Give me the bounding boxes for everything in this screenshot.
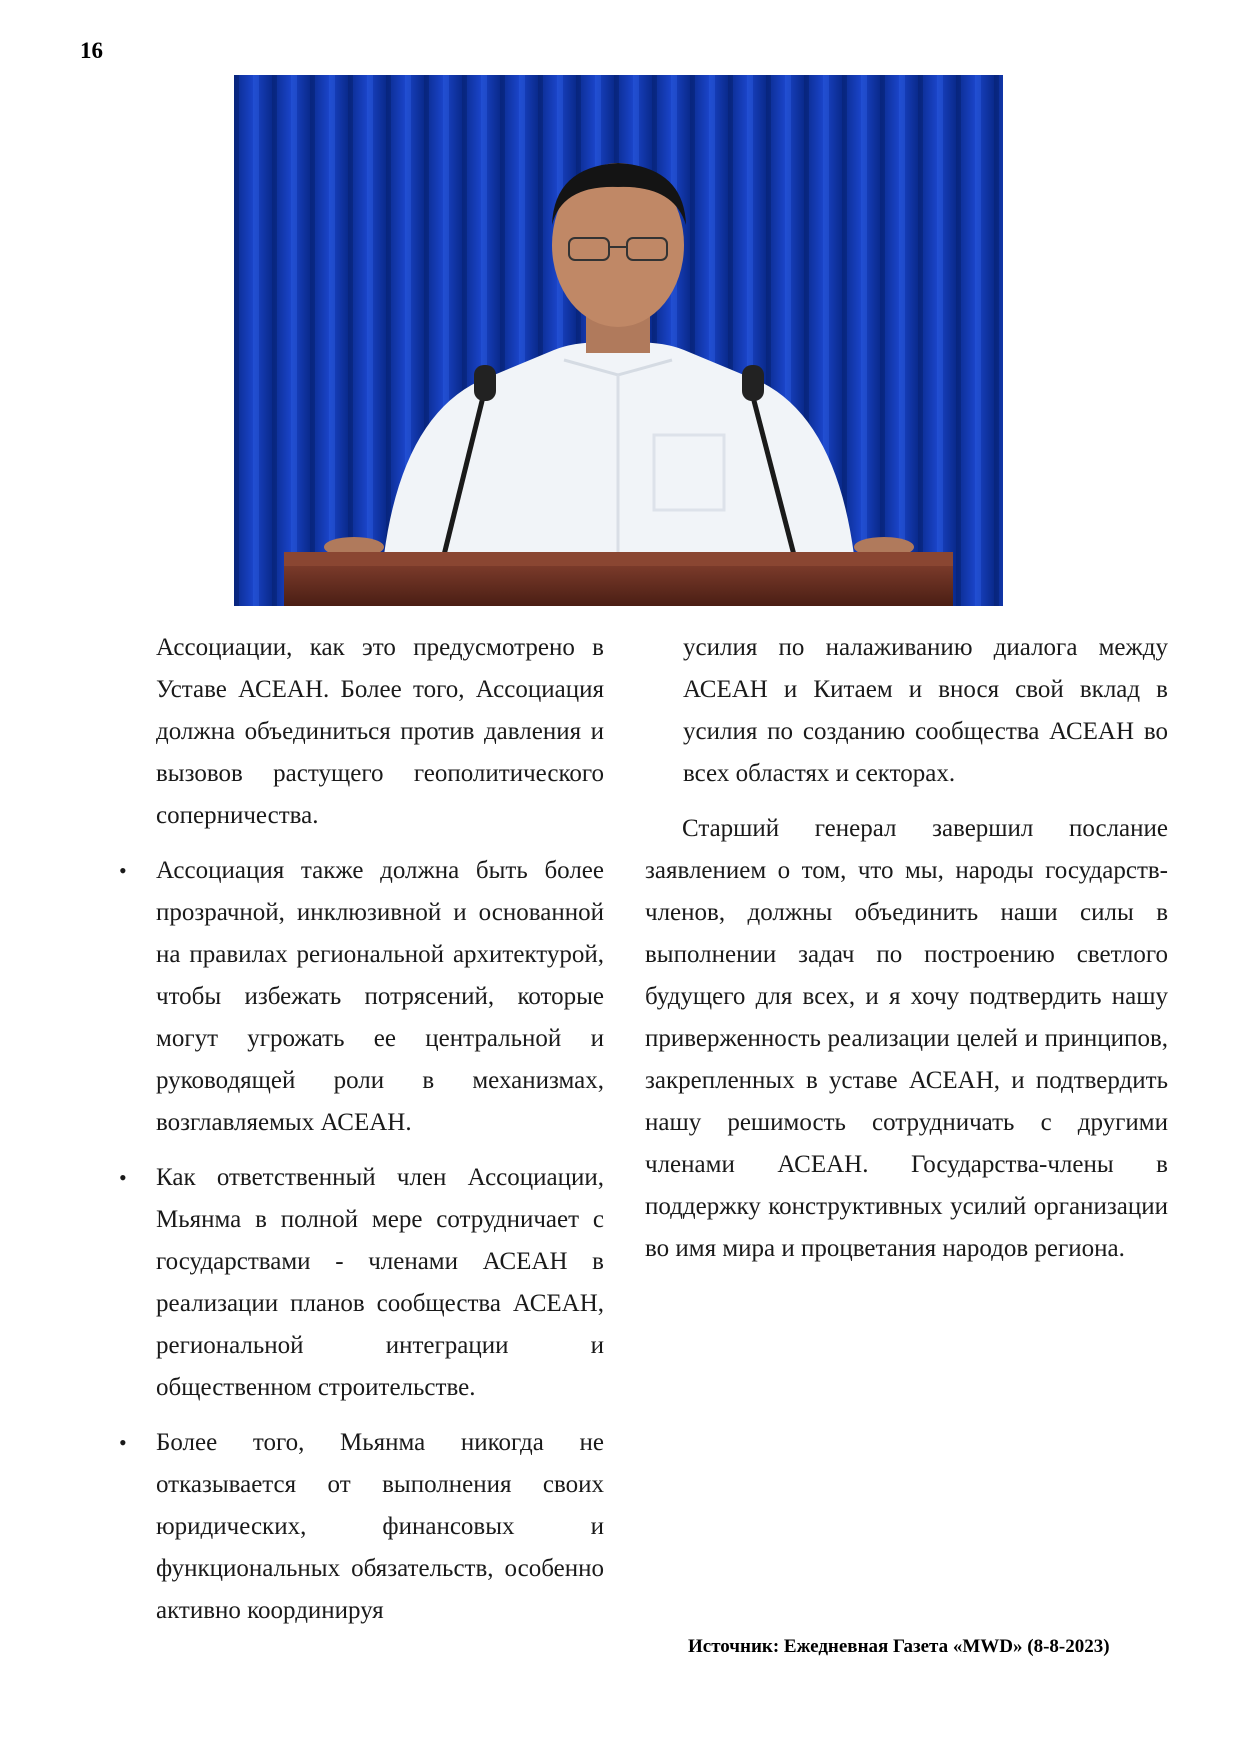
- bullet-icon: •: [119, 1165, 127, 1190]
- bullet-item: [119, 1157, 604, 1409]
- bullet-icon: •: [119, 1430, 127, 1455]
- left-continuation-paragraph: Ассоциации, как это предусмотрено в Уставе АСЕАН. Более того, Ассоциация должна объединиться против давления и вызовов растущего геополитического соперничества.: [156, 634, 604, 829]
- bullet-item: [119, 1422, 604, 1632]
- portrait-photo: [234, 75, 1003, 606]
- bullet-text: Ассоциация также должна быть более прозрачной, инклюзивной и основанной на правилах региональной архитектурой, чтобы избежать потрясений, которые могут угрожать ее центральной и руководящей роли в механизмах, возглавляемых АСЕАН.: [156, 857, 604, 1136]
- left-column: [118, 627, 604, 1632]
- bullet-text: Как ответственный член Ассоциации, Мьянма в полной мере сотрудничает с государствами - членами АСЕАН в реализации планов сообщества АСЕАН, региональной интеграции и общественном строительстве.: [156, 1164, 604, 1401]
- closing-paragraph: Старший генерал завершил послание заявлением о том, что мы, народы государств-членов, должны объединить наши силы в выполнении задач по построению светлого будущего для всех, и я хочу подтвердить нашу приверженность реализации целей и принципов, закрепленных в уставе АСЕАН, и подтвердить нашу решимость сотрудничать с другими членами АСЕАН. Государства-члены в поддержку конструктивных усилий организации во имя мира и процветания народов региона.: [645, 815, 1168, 1262]
- speaker-at-podium-image: [234, 75, 1003, 606]
- bullet-text: Более того, Мьянма никогда не отказывается от выполнения своих юридических, финансовых и функциональных обязательств, особенно активно координируя: [156, 1429, 604, 1624]
- bullet-item: [119, 850, 604, 1144]
- source-citation: Источник: Ежедневная Газета «MWD» (8-8-2023): [688, 1636, 1110, 1657]
- page-number: 16: [80, 38, 103, 63]
- right-column: [645, 627, 1168, 1270]
- bullet-icon: •: [119, 858, 127, 883]
- right-continuation-paragraph: усилия по налаживанию диалога между АСЕАН и Китаем и внося свой вклад в усилия по созданию сообщества АСЕАН во всех областях и секторах.: [683, 634, 1168, 787]
